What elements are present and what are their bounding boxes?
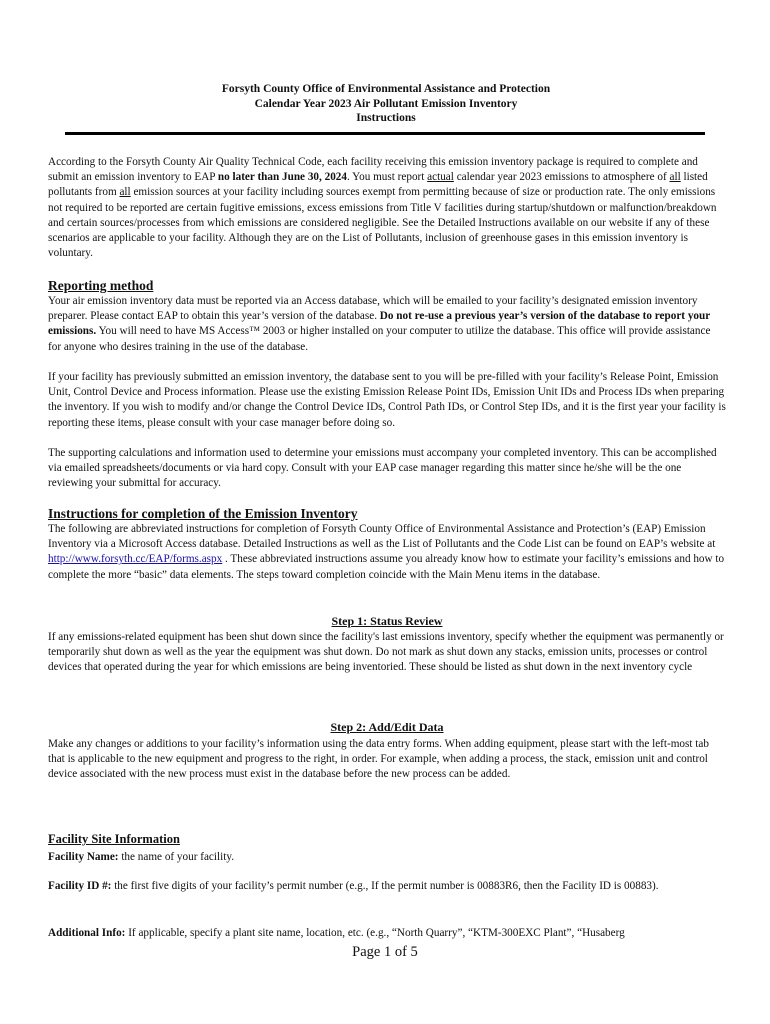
completion-paragraph: The following are abbreviated instructions for completion of Forsyth County Office of Environmental Assistance and Protection’s (EAP) Emission Inventory via a Microsoft Access database. Detailed Instructions as well as the List of Pollutants and the Code List can be found on EAP’s website at http://www.forsyth.cc/EAP/forms.aspx . These abbreviated instructions assume you already know how to estimate your facility’s emissions and how to complete the more “basic” data elements. The steps toward completion coincide with the Main Menu items in the database. (48, 523, 725, 581)
facility-name-line: Facility Name: the name of your facility. (48, 851, 234, 863)
header-rule (65, 132, 705, 135)
reporting-method-heading: Reporting method (48, 278, 154, 293)
facility-id-line: Facility ID #: the first five digits of your facility’s permit number (e.g., If the permit number is 00883R6, then the Facility ID is 00883). (48, 880, 659, 892)
reporting-paragraph-2: If your facility has previously submitted an emission inventory, the database sent to you will be pre-filled with your facility’s Release Point, Emission Unit, Control Device and Process information. Please use the existing Emission Release Point IDs, Emission Unit IDs and Process IDs when preparing the inventory. If you wish to modify and/or change the Control Device IDs, Control Path IDs, or Control Step IDs, and it is the first year your facility is reporting these items, please consult with your case manager before doing so. (48, 371, 726, 429)
header-agency: Forsyth County Office of Environmental Assistance and Protection (221, 83, 551, 95)
step1-paragraph: If any emissions-related equipment has been shut down since the facility's last emissions inventory, specify whether the equipment was permanently or temporarily shut down as well as the year the equipment was shut down. Do not mark as shut down any stacks, emission units, processes or control devices that operated during the year for which emissions are being inventoried. These should be listed as shut down in the next inventory cycle (48, 631, 724, 674)
deadline-text: no later than June 30, 2024 (217, 171, 347, 184)
header-title: Calendar Year 2023 Air Pollutant Emission Inventory (254, 97, 518, 110)
step2-paragraph: Make any changes or additions to your facility’s information using the data entry forms. When adding equipment, please start with the left-most tab that is applicable to the new equipment and progress to the right, in order. For example, when adding a process, the stack, emission unit and control device associated with the new process must exist in the database before the new process can be added. (48, 738, 709, 781)
step1-heading: Step 1: Status Review (331, 614, 443, 628)
completion-heading: Instructions for completion of the Emission Inventory (48, 506, 358, 521)
intro-paragraph: According to the Forsyth County Air Quality Technical Code, each facility receiving this emission inventory package is required to complete and submit an emission inventory to EAP no later than June 30, 2024. You must report actual calendar year 2023 emissions to atmosphere of all listed pollutants from all emission sources at your facility including sources exempt from permitting because of size or production rate. The only emissions not required to be reported are certain fugitive emissions, excess emissions from Title V facilities during startup/shutdown or malfunction/breakdown and certain sources/processes from which emissions are considered negligible. See the Detailed Instructions available on our website if any of these scenarios are applicable to your facility. Although they are on the List of Pollutants, inclusion of greenhouse gases in this emission inventory is voluntary. (48, 156, 717, 260)
reporting-paragraph-3: The supporting calculations and information used to determine your emissions must accompany your completed inventory. This can be accomplished via emailed spreadsheets/documents or via hard copy. Consult with your EAP case manager regarding this matter since he/she will be the one reviewing your submittal for accuracy. (48, 447, 717, 490)
document-header (48, 82, 724, 126)
step2-heading: Step 2: Add/Edit Data (330, 720, 444, 734)
reporting-paragraph-1: Your air emission inventory data must be reported via an Access database, which will be emailed to your facility’s designated emission inventory preparer. Please contact EAP to obtain this year’s version of the database. Do not re-use a previous year’s version of the database to report your emissions. You will need to have MS Access™ 2003 or higher installed on your computer to utilize the database. This office will provide assistance for anyone who desires training in the use of the database. (48, 295, 711, 353)
page-number: Page 1 of 5 (352, 944, 418, 960)
header-subtitle: Instructions (356, 112, 416, 124)
facility-site-heading: Facility Site Information (48, 832, 180, 846)
additional-info-line: Additional Info: If applicable, specify a plant site name, location, etc. (e.g., “North Quarry”, “KTM-300EXC Plant”, “Husaberg (48, 927, 625, 939)
eap-forms-link[interactable]: http://www.forsyth.cc/EAP/forms.aspx (48, 553, 223, 566)
